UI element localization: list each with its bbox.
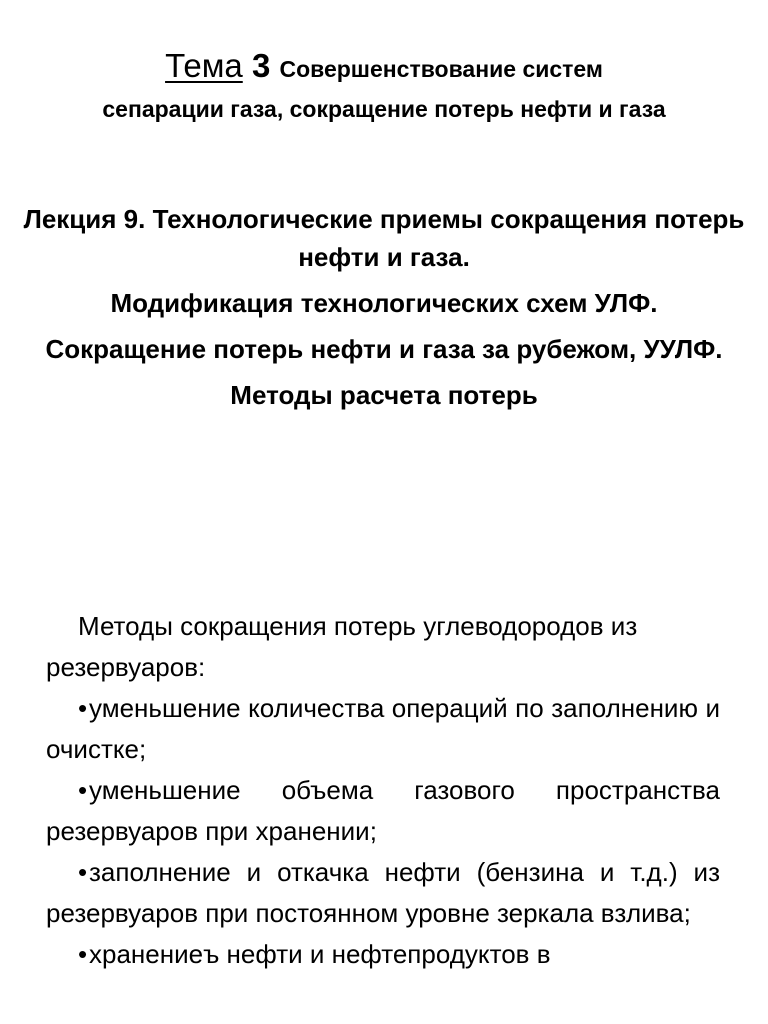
list-item-text: уменьшение объема газового пространства резервуаров при хранении; — [46, 775, 720, 846]
lecture-heading — [8, 200, 760, 422]
list-item — [46, 688, 720, 770]
list-item-text: уменьшение количества операций по заполнению и очистке; — [46, 693, 720, 764]
topic-title-part1: Совершенствование систем — [279, 56, 603, 82]
lecture-subtitle-abroad: Сокращение потерь нефти и газа за рубежом, УУЛФ. — [45, 334, 723, 364]
topic-title-part2: сепарации газа, сокращение потерь нефти и газа — [102, 96, 666, 122]
content-body — [46, 606, 720, 975]
lecture-subtitle-ulf: Модификация технологических схем УЛФ. — [110, 288, 658, 318]
list-item — [46, 934, 720, 975]
bullet-icon: • — [78, 775, 88, 805]
list-item-text: заполнение и откачка нефти (бензина и т.д.) из резервуаров при постоянном уровне зеркала взлива; — [46, 857, 720, 928]
content-intro: Методы сокращения потерь углеводородов из резервуаров: — [46, 611, 638, 682]
topic-label: Тема — [165, 47, 243, 84]
list-item-text: хранениеъ нефти и нефтепродуктов в — [89, 939, 551, 969]
bullet-icon: • — [78, 693, 88, 723]
lecture-subtitle-methods: Методы расчета потерь — [230, 380, 538, 410]
lecture-title: Лекция 9. Технологические приемы сокращения потерь нефти и газа. — [23, 204, 745, 272]
topic-heading — [20, 44, 748, 88]
list-item — [46, 852, 720, 934]
bullet-icon: • — [78, 939, 88, 969]
list-item — [46, 770, 720, 852]
bullet-icon: • — [78, 857, 88, 887]
topic-number: 3 — [251, 47, 271, 84]
